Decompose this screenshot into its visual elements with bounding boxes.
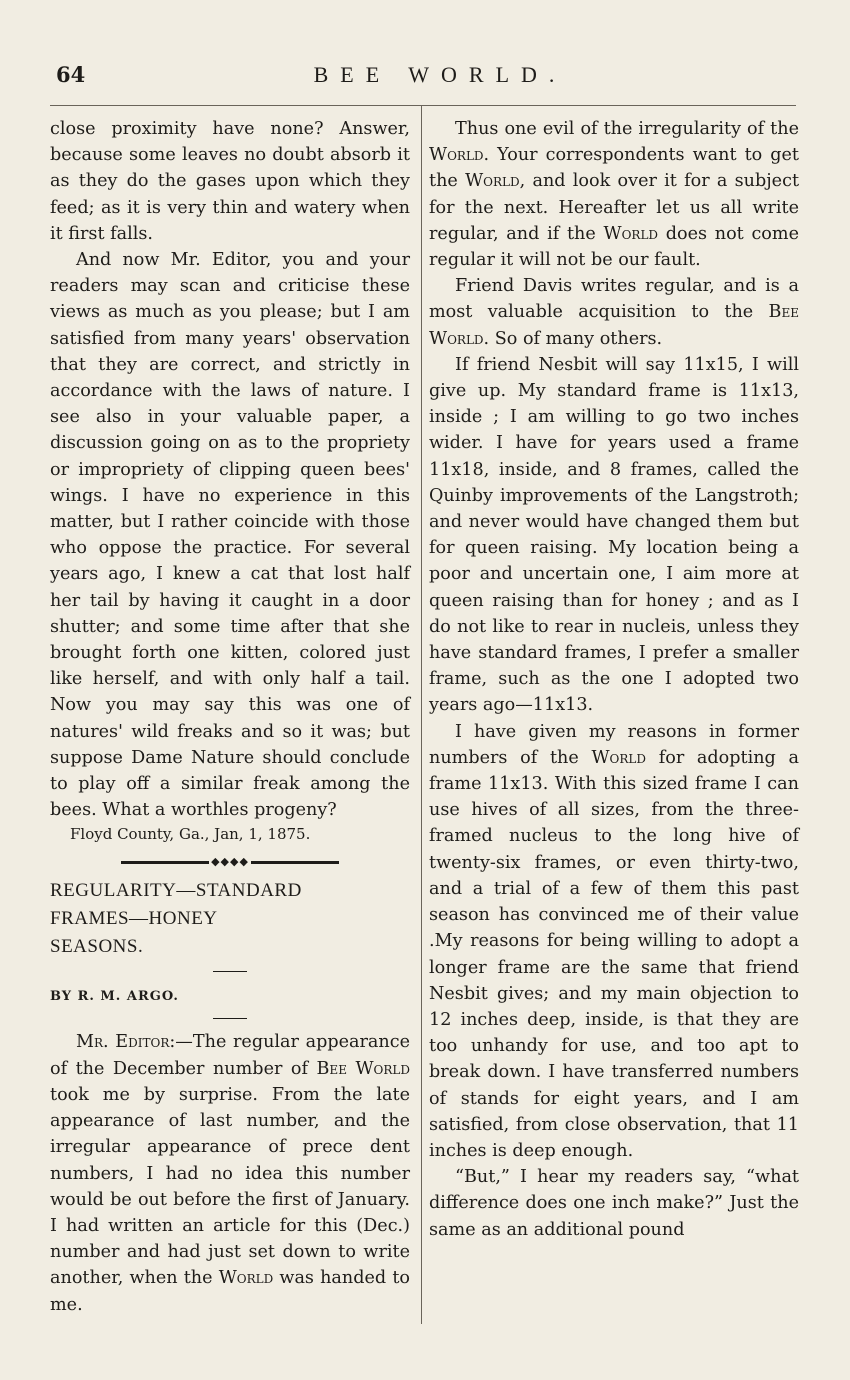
text-run: was handed to me.: [50, 1268, 410, 1315]
paragraph: [50, 1029, 410, 1317]
paragraph: If friend Nesbit will say 11x15, I will give up. My standard frame is 11x13, inside ; I am willing to go two inches wider. I have for years used a frame 11x18, inside, and 8 frames, called the Quinby improvements of the Langstroth; and never would have changed them but for queen raising. My location being a poor and uncertain one, I aim more at queen raising than for honey ; and as I do not like to rear in nucleis, unless they have standard frames, I prefer a smaller frame, such as the one I adopted two years ago—11x13.: [429, 354, 799, 716]
ornament-bar: [121, 861, 209, 864]
text-run: does not come regular it will not be our fault.: [429, 223, 799, 271]
paragraph: And now Mr. Editor, you and your readers may scan and criticise these views as much as you please; but I am satisfied from many years' observation that they are correct, and strictly in accordance with the laws of nature. I see also in your valuable paper, a discussion going on as to the propriety or impropriety of clipping queen bees' wings. I have no experience in this matter, but I rather coincide with those who oppose the practice. For several years ago, I knew a cat that lost half her tail by having it caught in a door shutter; and some time after that she brought forth one kitten, colored just like herself, and with only half a tail. Now you may say this was one of natures' wild freaks and so it was; but suppose Dame Nature should conclude to play off a similar freak among the bees. What a worthles progeny?: [50, 250, 410, 821]
paragraph: close proximity have none? Answer, because some leaves no doubt absorb it as they do the gases upon which they feed; as it is very thin and watery when it first falls.: [50, 119, 410, 244]
text-run: Thus one evil of the irregularity of the: [455, 119, 799, 139]
text-run: , and look over it for a subject for the next. Hereafter let us all write regular, and if the: [429, 171, 800, 244]
paragraph: [429, 116, 799, 273]
salutation: Mr. Editor:: [76, 1032, 176, 1053]
ornament-bar: [251, 861, 339, 864]
publication-name: Bee World: [429, 302, 799, 349]
text-run: I have given my reasons in former numbers of the: [429, 721, 799, 768]
left-column: [50, 116, 410, 1318]
text-run: . Your correspondents want to get the: [429, 145, 799, 192]
article-headline-line: FRAMES—HONEY: [50, 908, 218, 930]
page-header: [0, 0, 850, 100]
paragraph: [429, 719, 799, 1164]
byline: BY R. M. ARGO.: [50, 989, 179, 1005]
text-run: Friend Davis writes regular, and is a most valuable acquisition to the: [429, 276, 799, 323]
running-title: BEE WORLD.: [313, 62, 567, 87]
publication-name: World: [603, 223, 659, 244]
section-ornament: [50, 857, 410, 867]
header-rule: [50, 105, 796, 106]
publication-name: World: [429, 145, 484, 166]
text-run: —The regular appearance of the December number of: [50, 1032, 410, 1079]
text-run: . So of many others.: [483, 328, 663, 349]
publication-name: World: [218, 1268, 274, 1289]
article-headline-line: REGULARITY—STANDARD: [50, 880, 302, 902]
column-divider: [421, 106, 422, 1324]
text-run: for adopting a frame 11x13. With this sized frame I can use hives of all sizes, from the three-framed nucleus to the long hive of twenty-six frames, or even thirty-two, and a trial of a few of them this past season has convinced me of their value .My reasons for being willing to adopt a longer frame are the same that friend Nesbit gives; and my main objection to 12 inches deep, inside, is that they are too unhandy for use, and too apt to break down. I have transferred numbers of stands for eight years, and I am satisfied, from close observation, that 11 inches is deep enough.: [429, 747, 799, 1161]
right-column: [429, 116, 799, 1243]
text-run: took me by surprise. From the late appearance of last number, and the irregular appearance of prece dent numbers, I had no idea this number would be out before the first of January. I had written an article for this (Dec.) number and had just set down to write another, when the: [50, 1084, 410, 1289]
publication-name: World: [465, 171, 520, 192]
dateline: Floyd County, Ga., Jan, 1, 1875.: [70, 825, 311, 844]
paragraph: [429, 273, 799, 352]
publication-name: Bee World: [316, 1058, 410, 1079]
publication-name: World: [591, 747, 647, 768]
short-rule: [213, 1018, 247, 1019]
page-number: 64: [56, 62, 86, 87]
short-rule: [213, 971, 247, 972]
article-headline-line: SEASONS.: [50, 936, 144, 958]
paragraph: “But,” I hear my readers say, “what difference does one inch make?” Just the same as an additional pound: [429, 1167, 799, 1240]
ornament-diamonds: ◆◆◆◆: [211, 855, 249, 869]
